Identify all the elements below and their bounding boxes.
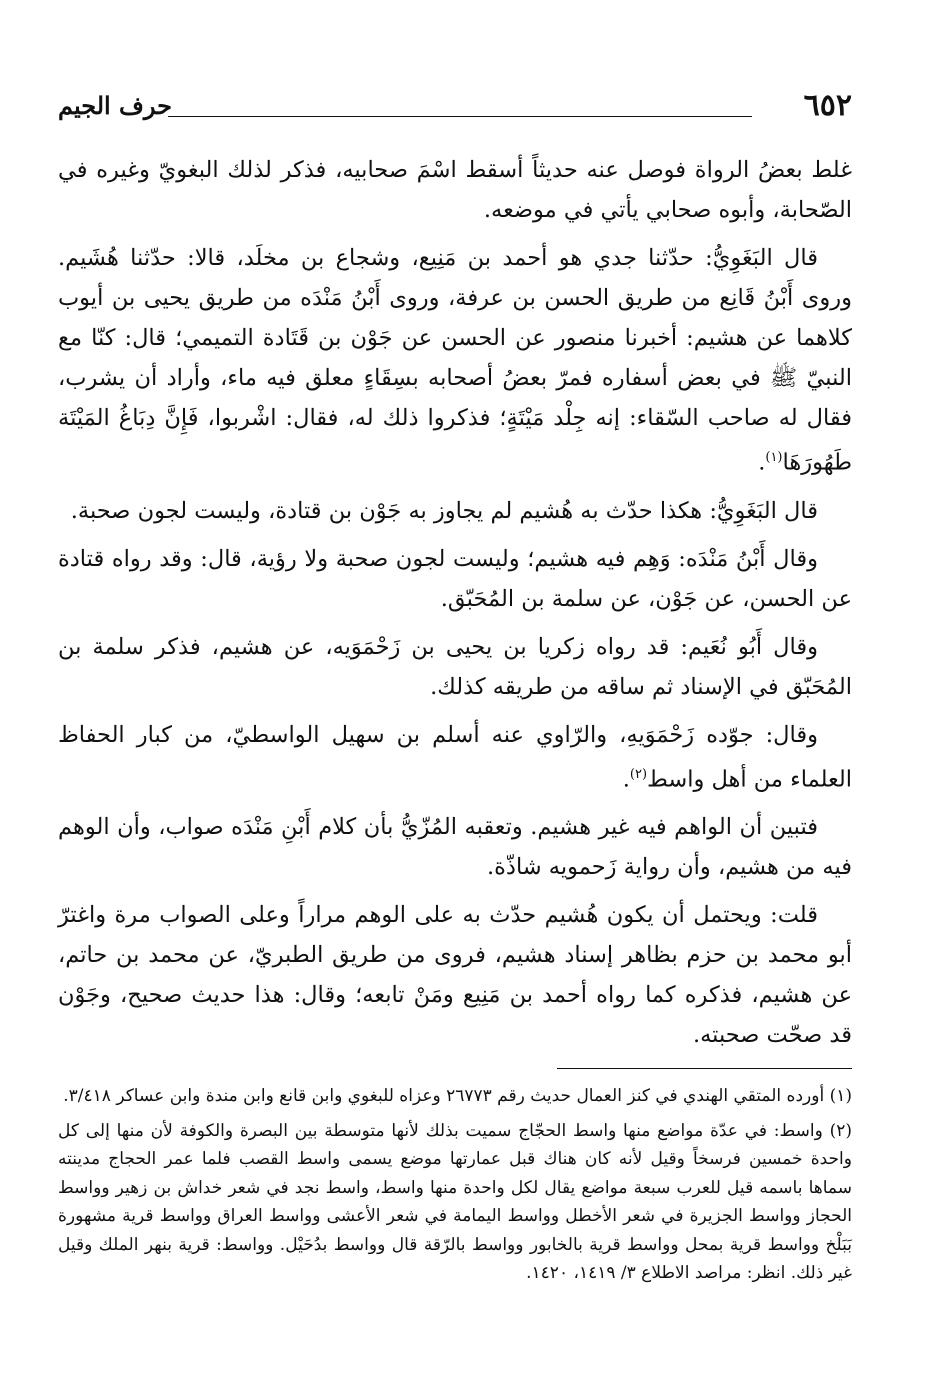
paragraph-text: فتبين أن الواهم فيه غير هشيم. وتعقبه المُزّيُّ بأن كلام أَبْنِ مَنْدَه صواب، وأن الوهم فيه من هشيم، وأن رواية زَحمويه شاذّة. (58, 814, 852, 880)
paragraph-text: وقال أَبْنُ مَنْدَه: وَهِم فيه هشيم؛ وليست لجون صحبة ولا رؤية، قال: وقد رواه قتادة عن الحسن، عن جَوْن، عن سلمة بن المُحَبّق. (58, 545, 852, 612)
paragraph-text: غلط بعضُ الرواة فوصل عنه حديثاً أسقط اسْمَ صحابيه، فذكر لذلك البغويّ وغيره في الصّحابة، وأبوه صحابي يأتي في موضعه. (58, 157, 852, 223)
footnote-ref: (١) (765, 450, 783, 465)
paragraph-text: قال البَغَوِيُّ: هكذا حدّث به هُشيم لم يجاوز به جَوْن بن قتادة، وليست لجون صحبة. (70, 497, 818, 524)
footnotes (58, 1082, 852, 1294)
footnote: (١) أورده المتقي الهندي في كنز العمال حديث رقم ٢٦٧٧٣ وعزاه للبغوي وابن قانع وابن مندة وابن عساكر ٣/٤١٨. (63, 1086, 852, 1106)
book-page (58, 0, 852, 1382)
paragraph (58, 491, 852, 531)
footnote-separator (557, 1068, 852, 1069)
paragraph-text: قال البَغَوِيُّ: حدّثنا جدي هو أحمد بن مَنِيع، وشجاع بن مخلَد، قالا: حدّثنا هُشَيم. وروى أَبْنُ قَانِع من طريق الحسن بن عرفة، وروى أَبْنُ مَنْدَه من طريق يحيى بن أيوب كلاهما عن هشيم: أخبرنا منصور عن الحسن عن جَوْن بن قَتَادة التميمي؛ قال: كنّا مع النبيّ ﷺ في بعض أسفاره فمرّ بعضُ أصحابه بسِقَاءٍ معلق فيه ماء، وأراد أن يشرب، فقال له صاحب السّقاء: إنه جِلْد مَيْتَةٍ؛ فذكروا ذلك له، فقال: اشْربوا، فَإِنَّ دِبَاغُ المَيْتَة طَهُورَهَا (58, 245, 852, 476)
paragraph-text: قلت: ويحتمل أن يكون هُشيم حدّث به على الوهم مراراً وعلى الصواب مرة واغترّ أبو محمد بن حزم بظاهر إسناد هشيم، فروى من طريق الطبريّ، عن محمد بن حاتم، عن هشيم، فذكره كما رواه أحمد بن مَنِيع ومَنْ تابعه؛ وقال: هذا حديث صحيح، وجَوْن قد صحّت صحبته. (58, 902, 852, 1048)
footnote: (٢) واسط: في عدّة مواضع منها واسط الحجّاج سميت بذلك لأنها متوسطة بين البصرة والكوفة لأن منها إلى كل واحدة خمسين فرسخاً وقيل لأنه كان هناك قبل عمارتها موضع يسمى واسط القصب فلما عمر الحجاج مدينته سماها باسمه قيل للعرب سبعة مواضع يقال لكل واحدة منها واسط، واسط نجد في شعر خداش بن زهير وواسط الحجاز وواسط الجزيرة في شعر الأخطل وواسط اليمامة في شعر الأعشى وواسط العراق وواسط قرية مشهورة بَبَلْخ وواسط قرية بمحل وواسط قرية بالخابور وواسط بالرّقة قال وواسط بدُحَيْل. وواسط: قرية بنهر الملك وقيل غير ذلك. انظر: مراصد الاطلاع ٣/ ١٤١٩، ١٤٢٠. (58, 1120, 852, 1283)
paragraph (58, 807, 852, 887)
paragraph (58, 895, 852, 1055)
page-number: ٦٥٢ (803, 88, 852, 123)
paragraph-end: . (622, 766, 630, 792)
main-text (58, 150, 852, 1063)
running-title: حرف الجيم (58, 91, 172, 120)
paragraph (58, 238, 852, 483)
paragraph-text: وقال: جوّده زَحْمَوَيهِ، والرّاوي عنه أسلم بن سهيل الواسطيّ، من كبار الحفاظ العلماء من أهل واسط (58, 721, 852, 792)
footnote-ref: (٢) (629, 766, 648, 782)
paragraph-end: . (758, 449, 766, 476)
paragraph (58, 539, 852, 619)
header-rule (168, 116, 752, 117)
paragraph (58, 627, 852, 707)
paragraph (58, 150, 852, 230)
paragraph (58, 715, 852, 800)
page-header (58, 88, 852, 128)
paragraph-text: وقال أَبُو نُعَيم: قد رواه زكريا بن يحيى بن زَحْمَوَيه، عن هشيم، فذكر سلمة بن المُحَبّق في الإسناد ثم ساقه من طريقه كذلك. (58, 633, 852, 700)
